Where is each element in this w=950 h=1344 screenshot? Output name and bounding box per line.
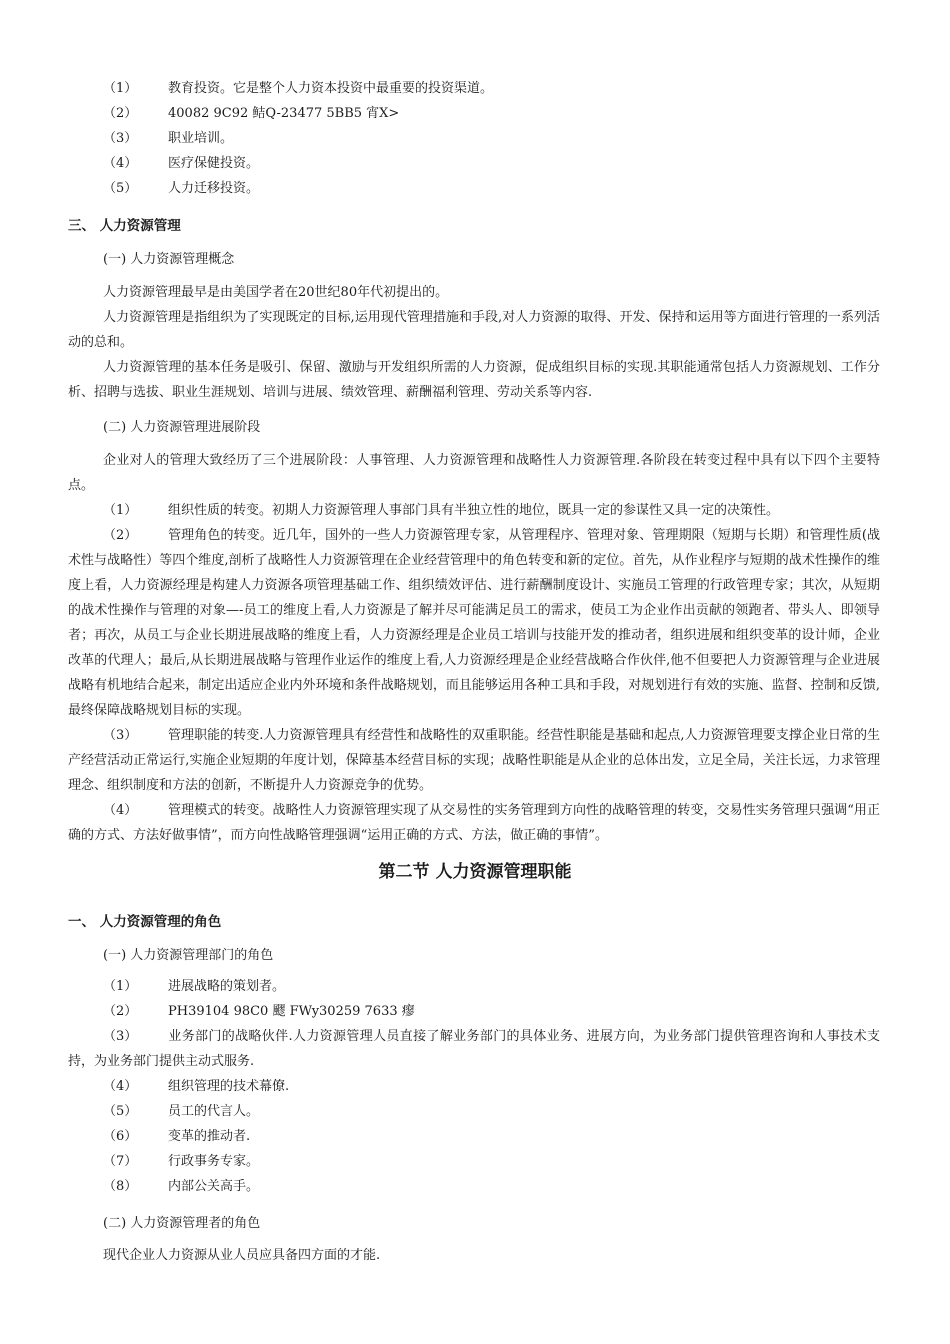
paragraph-text: 人力资源管理的基本任务是吸引、保留、激励与开发组织所需的人力资源，促成组织目标的实现.其职能通常包括人力资源规划、工作分析、招聘与选拔、职业生涯规划、培训与进展、绩效管理、薪酬福利管理、劳动关系等内容.: [68, 360, 880, 400]
numbered-paragraph: [68, 498, 880, 523]
paragraph-text: 组织性质的转变。初期人力资源管理人事部门具有半独立性的地位，既具一定的参谋性又具一定的决策性。: [168, 503, 780, 518]
numbered-paragraph: [68, 1024, 880, 1074]
list-text: 组织管理的技术幕僚.: [168, 1079, 290, 1094]
list-text: PH39104 98C0 飂 FWy30259 7633 瘳: [168, 1004, 415, 1019]
list-number: （1）: [103, 503, 138, 518]
list-number: （2）: [103, 528, 138, 543]
paragraph-text: 现代企业人力资源从业人员应具备四方面的才能.: [103, 1248, 381, 1263]
list-number: （6）: [103, 1129, 138, 1144]
list-text: 人力迁移投资。: [168, 181, 260, 196]
paragraph: [68, 280, 880, 305]
list-text: 员工的代言人。: [168, 1104, 260, 1119]
list-number: （1）: [103, 81, 138, 96]
list-number: （4）: [103, 156, 138, 171]
paragraph: [68, 355, 880, 405]
list-number: （7）: [103, 1154, 138, 1169]
list-number: （4）: [103, 803, 138, 818]
paragraph: [68, 448, 880, 498]
paragraph-text: 业务部门的战略伙伴.人力资源管理人员直接了解业务部门的具体业务、进展方向，为业务部门提供管理咨询和人事技术支持，为业务部门提供主动式服务.: [68, 1029, 880, 1069]
numbered-paragraph: [68, 798, 880, 848]
subheading-dept-roles: (一) 人力资源管理部门的角色: [103, 948, 274, 963]
subheading-manager-roles: (二) 人力资源管理者的角色: [103, 1216, 261, 1231]
list-number: （5）: [103, 181, 138, 196]
list-text: 职业培训。: [168, 131, 234, 146]
numbered-paragraph: [68, 723, 880, 798]
list-number: （4）: [103, 1079, 138, 1094]
list-text: 内部公关高手。: [168, 1179, 260, 1194]
list-text: 变革的推动者.: [168, 1129, 251, 1144]
list-text: 行政事务专家。: [168, 1154, 260, 1169]
list-text: 40082 9C92 鲒Q-23477 5BB5 宵X>: [168, 106, 400, 121]
list-text: 教育投资。它是整个人力资本投资中最重要的投资渠道。: [168, 81, 494, 96]
list-number: （3）: [103, 131, 138, 146]
paragraph-text: 管理角色的转变。近几年，国外的一些人力资源管理专家，从管理程序、管理对象、管理期限（短期与长期）和管理性质(战术性与战略性）等四个维度,剖析了战略性人力资源管理在企业经营管理中的角色转变和新的定位。首先，从作业程序与短期的战术性操作的维度上看，人力资源经理是构建人力资源各项管理基础工作、组织绩效评估、进行薪酬制度设计、实施员工管理的行政管理专家；其次，从短期的战术性操作与管理的对象—-员工的维度上看,人力资源是了解并尽可能满足员工的需求，使员工为企业作出贡献的领跑者、带头人、即领导者；再次，从员工与企业长期进展战略的维度上看，人力资源经理是企业员工培训与技能开发的推动者，组织进展和组织变革的设计师，企业改革的代理人；最后,从长期进展战略与管理作业运作的维度上看,人力资源经理是企业经营战略合作伙伴,他不但要把人力资源管理与企业进展战略有机地结合起来，制定出适应企业内外环境和条件战略规划，而且能够运用各种工具和手段，对规划进行有效的实施、监督、控制和反馈,最终保障战略规划目标的实现。: [68, 528, 880, 718]
list-number: （5）: [103, 1104, 138, 1119]
subheading-concept: (一) 人力资源管理概念: [103, 252, 235, 267]
list-text: 医疗保健投资。: [168, 156, 260, 171]
heading-hrm: 三、 人力资源管理: [68, 218, 181, 234]
list-text: 进展战略的策划者。: [168, 979, 286, 994]
paragraph-text: 人力资源管理是指组织为了实现既定的目标,运用现代管理措施和手段,对人力资源的取得、开发、保持和运用等方面进行管理的一系列活动的总和。: [68, 310, 880, 350]
subheading-stages: (二) 人力资源管理进展阶段: [103, 420, 261, 435]
paragraph-text: 管理职能的转变.人力资源管理具有经营性和战略性的双重职能。经营性职能是基础和起点,人力资源管理要支撑企业日常的生产经营活动正常运行,实施企业短期的年度计划，保障基本经营目标的实现；战略性职能是从企业的总体出发，立足全局，关注长远，力求管理理念、组织制度和方法的创新，不断提升人力资源竞争的优势。: [68, 728, 880, 793]
section-title: 第二节 人力资源管理职能: [378, 862, 572, 882]
paragraph-text: 管理模式的转变。战略性人力资源管理实现了从交易性的实务管理到方向性的战略管理的转变，交易性实务管理只强调“用正确的方式、方法好做事情”，而方向性战略管理强调“运用正确的方式、方法，做正确的事情”。: [68, 803, 880, 843]
list-number: （1）: [103, 979, 138, 994]
paragraph: [68, 305, 880, 355]
numbered-paragraph: [68, 523, 880, 723]
paragraph: [68, 1243, 880, 1268]
list-number: （3）: [103, 1029, 138, 1044]
list-number: （8）: [103, 1179, 138, 1194]
paragraph-text: 人力资源管理最早是由美国学者在20世纪80年代初提出的。: [103, 285, 449, 300]
list-number: （3）: [103, 728, 138, 743]
heading-roles: 一、 人力资源管理的角色: [68, 914, 222, 930]
list-number: （2）: [103, 106, 138, 121]
paragraph-text: 企业对人的管理大致经历了三个进展阶段：人事管理、人力资源管理和战略性人力资源管理.各阶段在转变过程中具有以下四个主要特点。: [68, 453, 880, 493]
list-number: （2）: [103, 1004, 138, 1019]
